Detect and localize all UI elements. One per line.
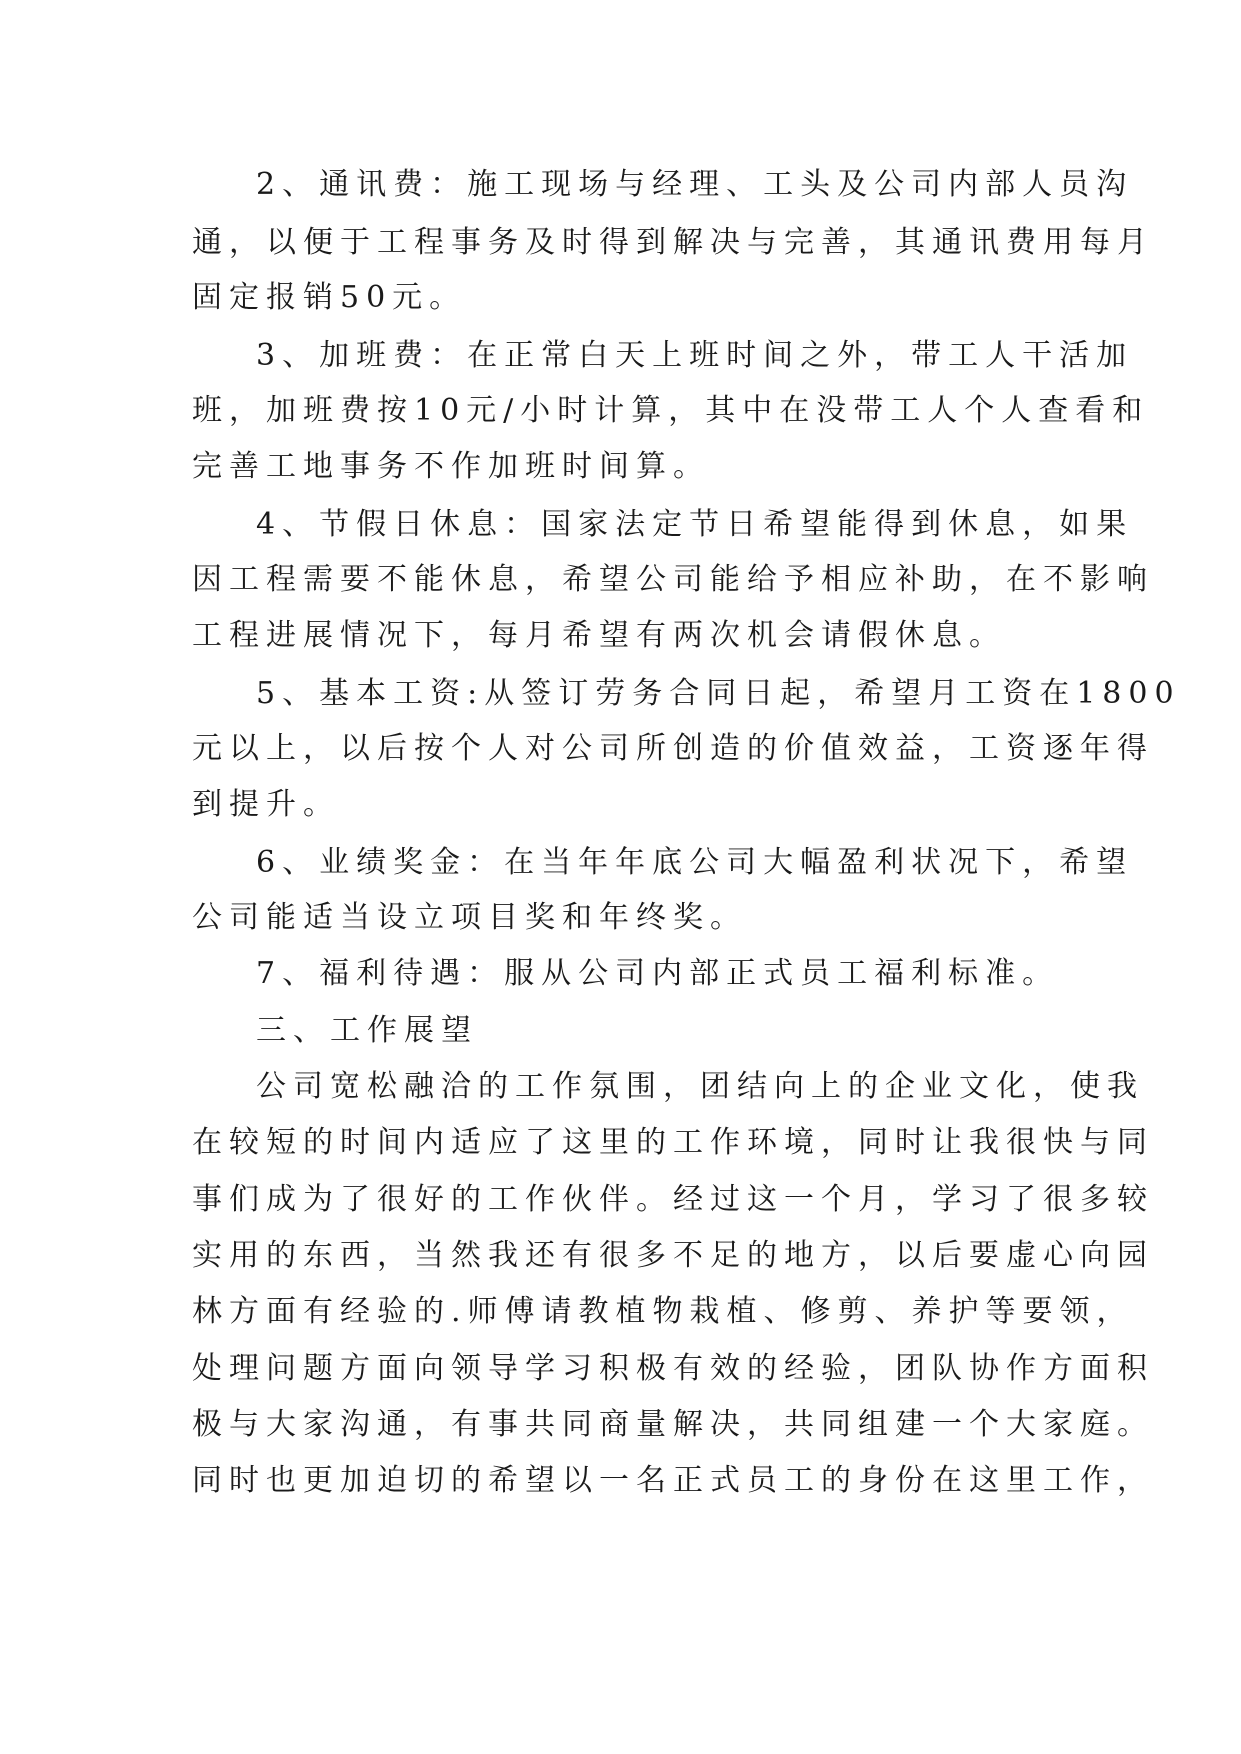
text-line: 3、加班费：在正常白天上班时间之外，带工人干活加 <box>256 338 1134 373</box>
text-line: 班，加班费按10元/小时计算，其中在没带工人个人查看和 <box>192 393 1150 428</box>
text-line: 到提升。 <box>192 787 340 822</box>
text-line: 林方面有经验的.师傅请教植物栽植、修剪、养护等要领， <box>192 1294 1134 1329</box>
text-line: 因工程需要不能休息，希望公司能给予相应补助，在不影响 <box>192 562 1154 597</box>
text-line: 2、通讯费：施工现场与经理、工头及公司内部人员沟 <box>256 167 1134 202</box>
text-line: 处理问题方面向领导学习积极有效的经验，团队协作方面积 <box>192 1351 1154 1386</box>
text-line: 5、基本工资:从签订劳务合同日起，希望月工资在1800 <box>256 676 1181 711</box>
text-line: 4、节假日休息：国家法定节日希望能得到休息，如果 <box>256 507 1134 542</box>
section-heading: 三、工作展望 <box>256 1013 478 1048</box>
text-line: 6、业绩奖金：在当年年底公司大幅盈利状况下，希望 <box>256 845 1134 880</box>
text-line: 通，以便于工程事务及时得到解决与完善，其通讯费用每月 <box>192 225 1154 260</box>
text-line: 完善工地事务不作加班时间算。 <box>192 449 710 484</box>
text-line: 事们成为了很好的工作伙伴。经过这一个月，学习了很多较 <box>192 1182 1154 1217</box>
text-line: 在较短的时间内适应了这里的工作环境，同时让我很快与同 <box>192 1125 1154 1160</box>
text-line: 固定报销50元。 <box>192 280 467 315</box>
text-line: 实用的东西，当然我还有很多不足的地方，以后要虚心向园 <box>192 1238 1154 1273</box>
text-line: 元以上，以后按个人对公司所创造的价值效益，工资逐年得 <box>192 731 1154 766</box>
text-line: 同时也更加迫切的希望以一名正式员工的身份在这里工作， <box>192 1463 1154 1498</box>
text-line: 工程进展情况下，每月希望有两次机会请假休息。 <box>192 618 1006 653</box>
text-line: 极与大家沟通，有事共同商量解决，共同组建一个大家庭。 <box>192 1407 1154 1442</box>
text-line: 公司能适当设立项目奖和年终奖。 <box>192 900 747 935</box>
text-line: 7、福利待遇：服从公司内部正式员工福利标准。 <box>256 956 1060 991</box>
text-line: 公司宽松融洽的工作氛围，团结向上的企业文化，使我 <box>256 1069 1144 1104</box>
